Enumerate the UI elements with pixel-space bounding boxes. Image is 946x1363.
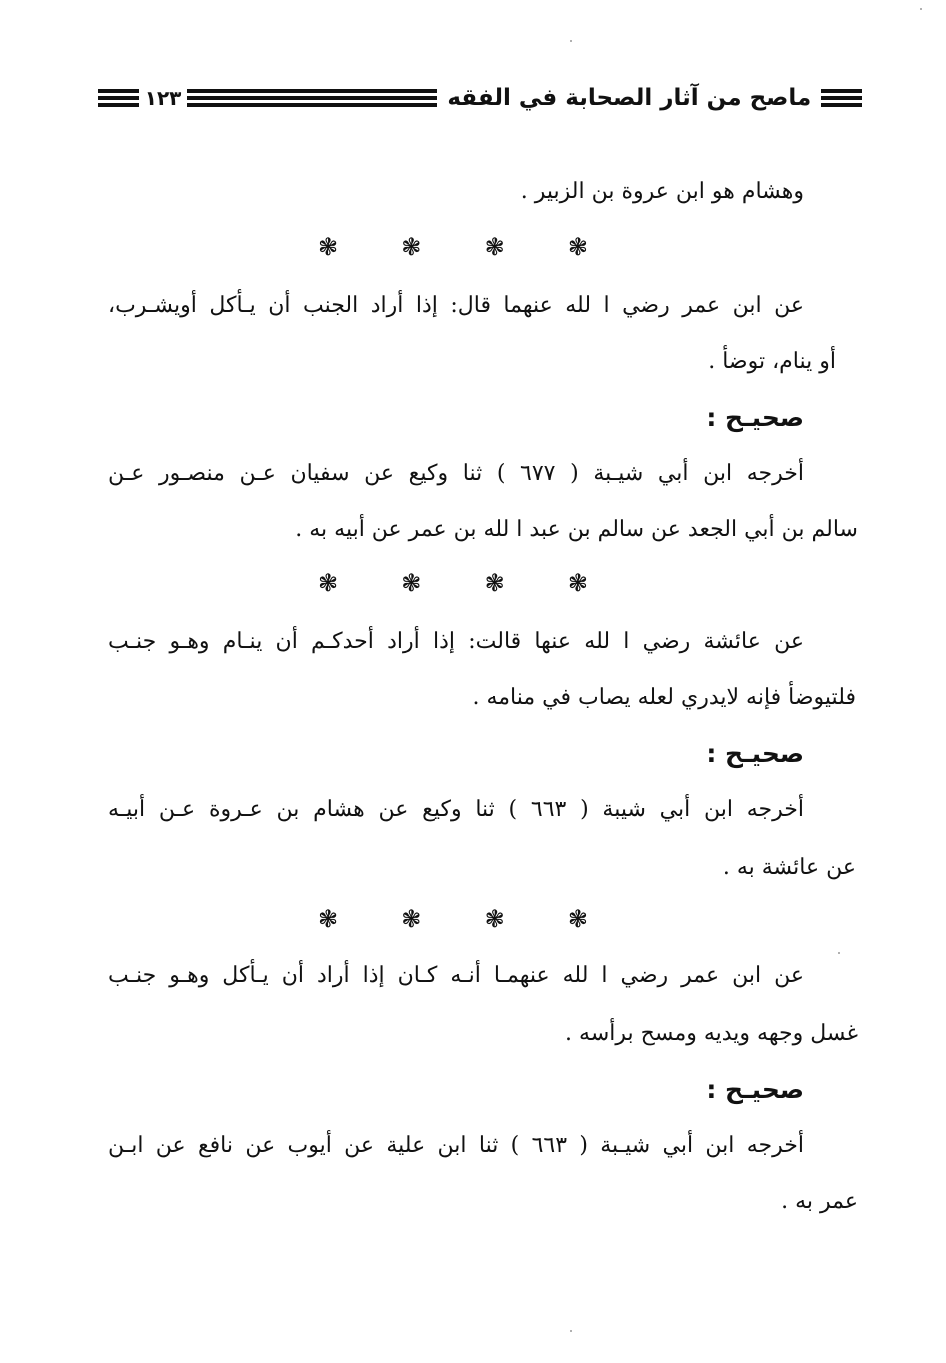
header-rule-right — [821, 89, 862, 107]
star-ornament-icon: ❃ — [401, 905, 422, 933]
star-ornament-icon: ❃ — [401, 569, 422, 597]
running-title: ماصح من آثار الصحابة في الفقه — [447, 85, 812, 111]
section-heading: صحيـح : — [706, 739, 804, 768]
running-header — [98, 78, 862, 118]
section-divider — [318, 232, 588, 262]
star-ornament-icon: ❃ — [318, 569, 339, 597]
star-ornament-icon: ❃ — [484, 233, 505, 261]
text-line: أخرجه ابن أبي شيبة ( ٦٦٣ ) ثنا وكيع عن هشام بن عـروة عـن أبيـه — [108, 797, 804, 822]
header-rule-middle — [187, 89, 437, 107]
scan-speck — [570, 40, 572, 42]
text-line: عن ابن عمر رضي ا لله عنهما قال: إذا أراد الجنب أن يـأكل أويشـرب، — [108, 293, 804, 318]
scan-speck — [570, 1330, 572, 1332]
section-heading: صحيـح : — [706, 403, 804, 432]
text-line: غسل وجهه ويديه ومسح برأسه . — [565, 1021, 858, 1046]
star-ornament-icon: ❃ — [318, 233, 339, 261]
header-rule-left — [98, 89, 139, 107]
star-ornament-icon: ❃ — [567, 233, 588, 261]
star-ornament-icon: ❃ — [484, 905, 505, 933]
star-ornament-icon: ❃ — [401, 233, 422, 261]
star-ornament-icon: ❃ — [567, 569, 588, 597]
scan-speck — [920, 8, 922, 10]
section-divider — [318, 568, 588, 598]
text-line: عن عائشة رضي ا لله عنها قالت: إذا أراد أحدكـم أن ينـام وهـو جنـب — [108, 629, 804, 654]
text-line: وهشام هو ابن عروة بن الزبير . — [520, 179, 804, 204]
text-line: أو ينام، توضأ . — [708, 349, 836, 374]
text-line: عمر به . — [781, 1189, 858, 1214]
text-line: عن عائشة به . — [722, 855, 856, 880]
section-divider — [318, 904, 588, 934]
page-number: ١٢٣ — [144, 86, 182, 110]
star-ornament-icon: ❃ — [484, 569, 505, 597]
section-heading: صحيـح : — [706, 1075, 804, 1104]
text-line: فلتيوضأ فإنه لايدري لعله يصاب في منامه . — [472, 685, 856, 710]
text-line: عن ابن عمر رضي ا لله عنهمـا أنـه كـان إذا أراد أن يـأكل وهـو جنـب — [108, 963, 804, 988]
scan-speck — [838, 952, 840, 954]
star-ornament-icon: ❃ — [567, 905, 588, 933]
text-line: أخرجه ابن أبي شيـبة ( ٦٦٣ ) ثنا ابن علية عن أيوب عن نافع عن ابـن — [108, 1133, 804, 1158]
text-line: أخرجه ابن أبي شيـبة ( ٦٧٧ ) ثنا وكيع عن سفيان عـن منصـور عـن — [108, 461, 804, 486]
text-line: سالم بن أبي الجعد عن سالم بن عبد ا لله بن عمر عن أبيه به . — [295, 517, 858, 542]
star-ornament-icon: ❃ — [318, 905, 339, 933]
